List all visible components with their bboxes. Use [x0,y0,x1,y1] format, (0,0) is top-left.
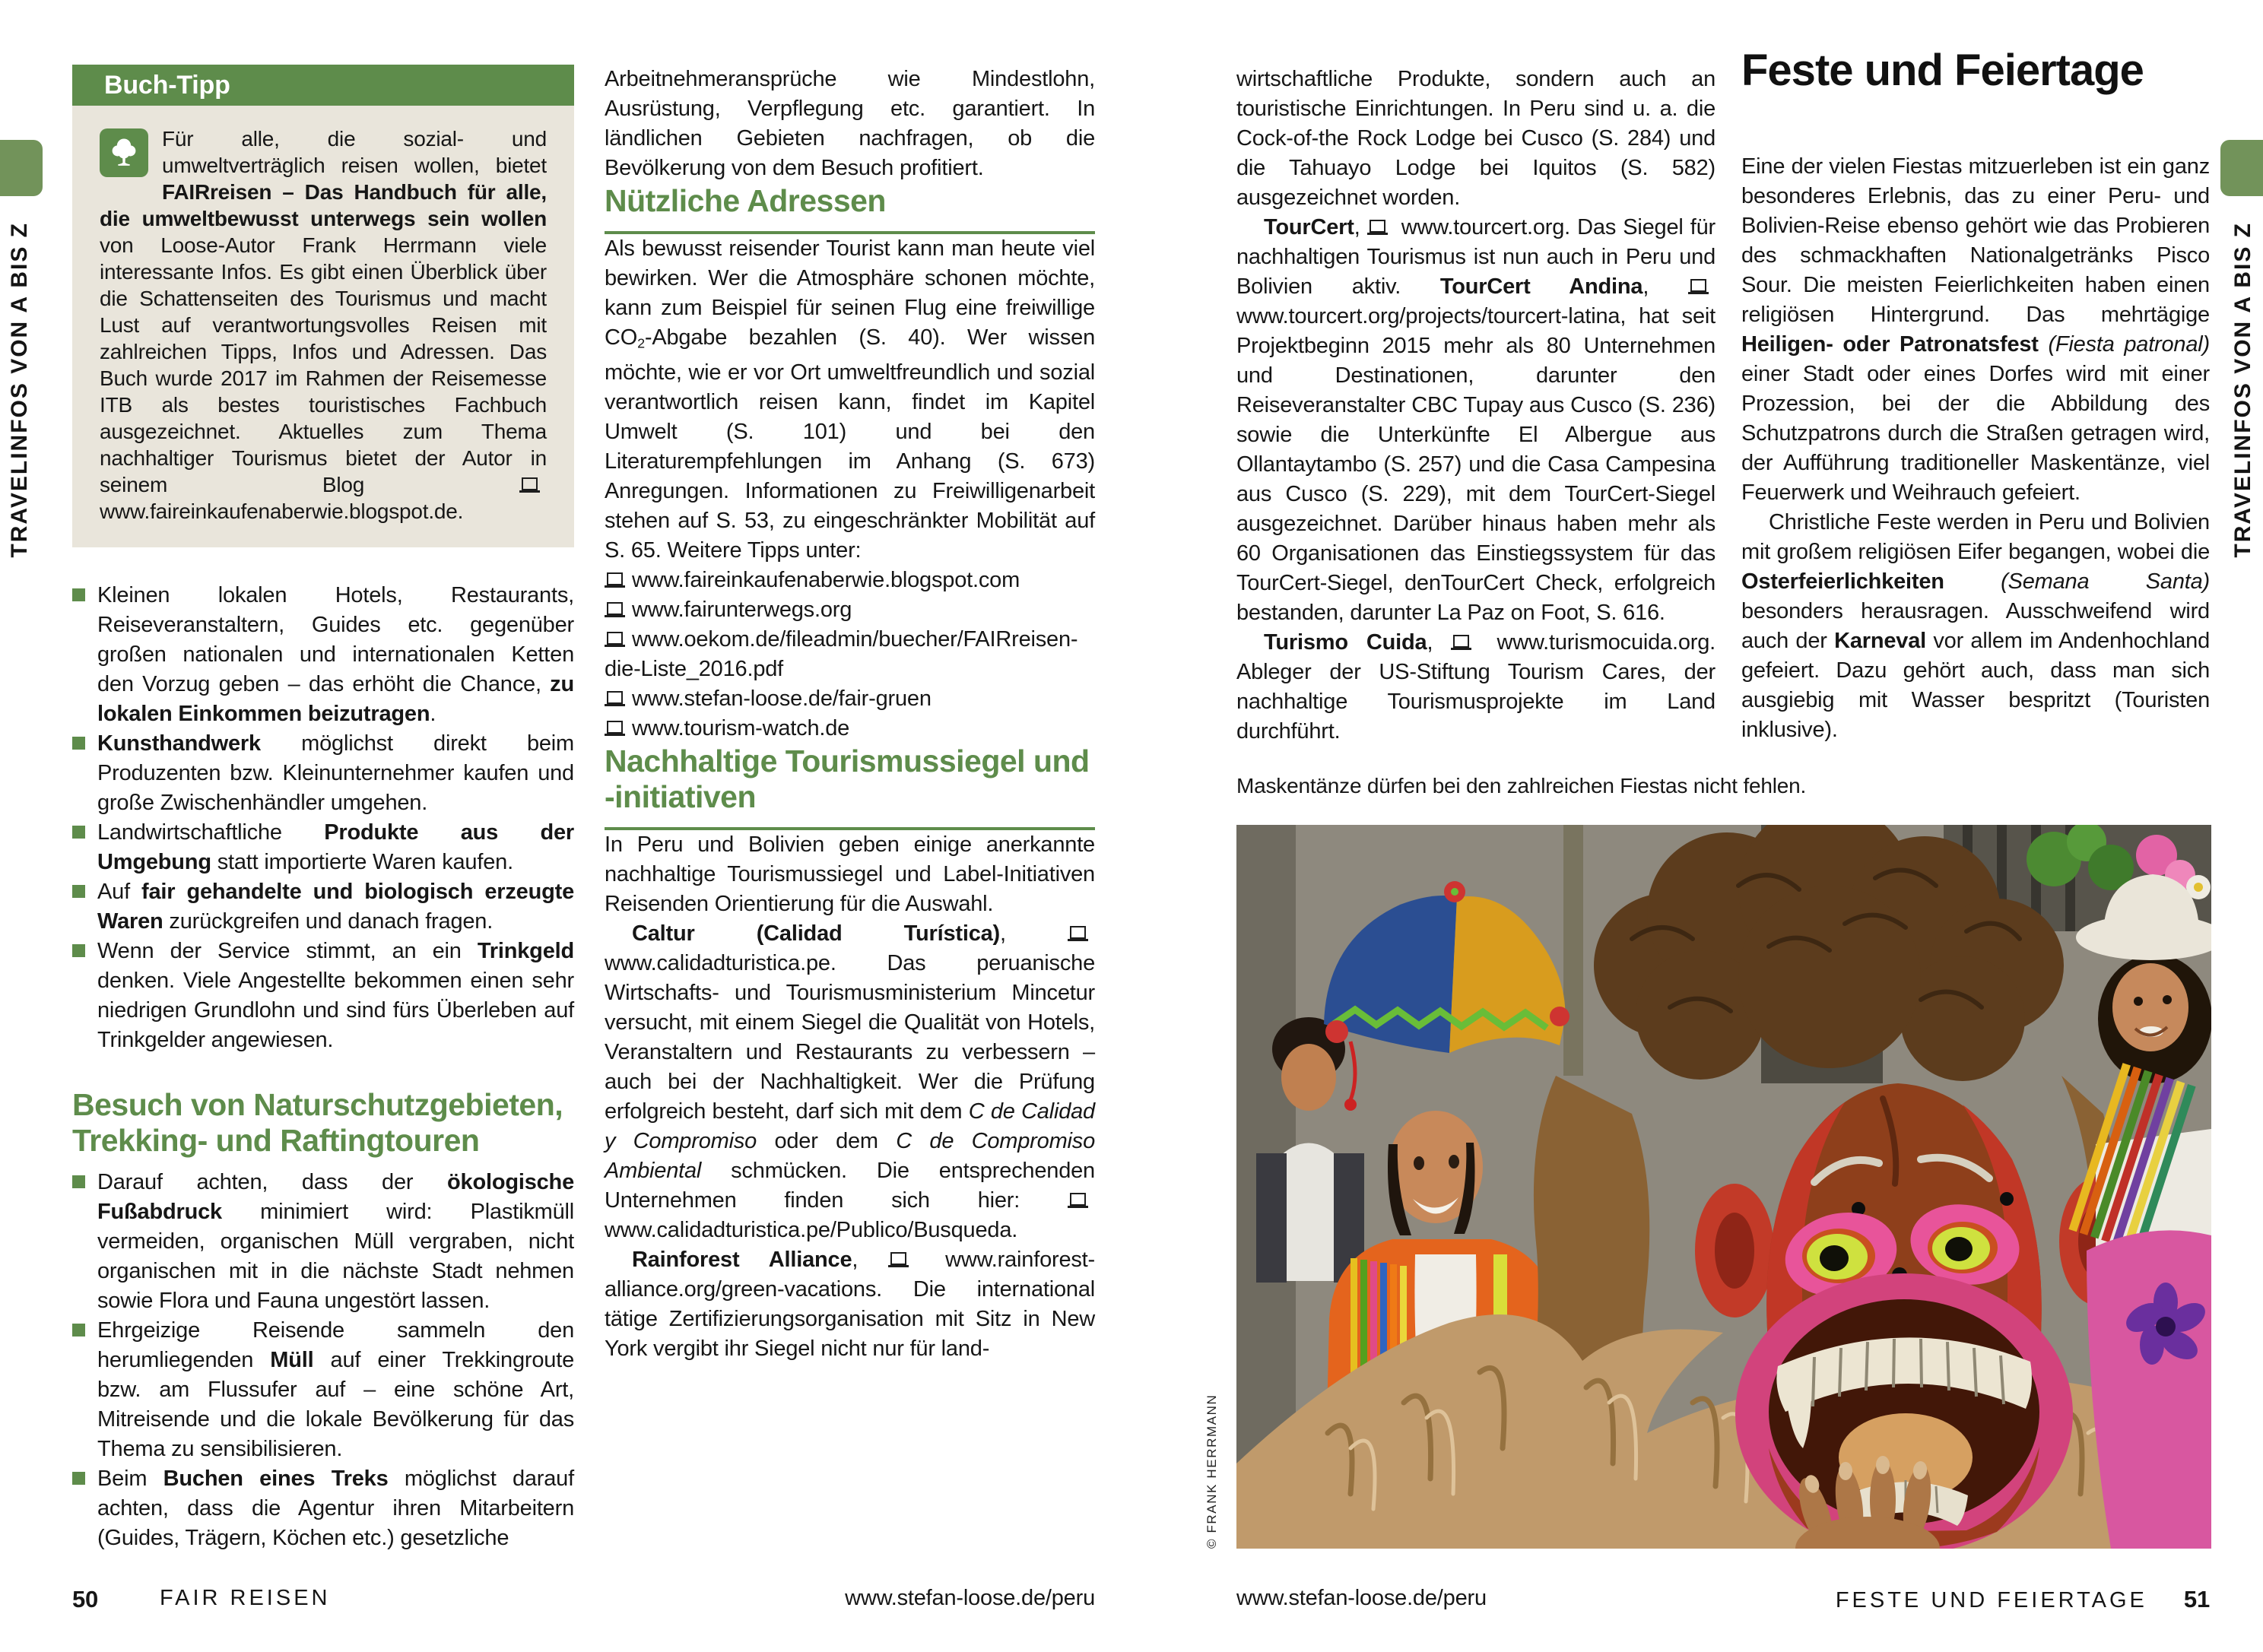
page-number-left: 50 [72,1586,99,1612]
link-url: www.oekom.de/fileadmin/buecher/FAIRreisen-die-Liste_2016.pdf [605,627,1078,682]
column-left [72,65,574,1553]
chapter-name-right: FESTE UND FEIERTAGE [1835,1588,2147,1612]
left-sidebar-label: TRAVELINFOS VON A BIS Z [7,222,32,558]
list-item: Wenn der Service stimmt, an ein Trinkgeld denken. Viele Angestellte bekommen einen sehr niedrigen Grundlohn und sind fürs Überleben auf Trinkgelder angewiesen. [72,937,574,1055]
adressen-paragraph: Als bewusst reisender Tourist kann man heute viel bewirken. Wer die Atmosphäre schonen möchte, kann zum Beispiel für seinen Flug eine freiwillige CO2-Abgabe bezahlen (S. 40). Wer wissen möchte, wie er vor Ort umweltfreundlich und sozial verantwortlich reisen kann, findet im Kapitel Umwelt (S. 101) und bei den Literaturempfehlungen im Anhang (S. 673) Anregungen. Informationen zu Freiwilligenarbeit stehen auf S. 53, zu eingeschränkter Mobilität auf S. 65. Weitere Tipps unter: [605,236,1095,563]
book-tip-box [72,106,574,547]
bullet-square-icon [72,885,85,898]
list-item: Ehrgeizige Reisende sammeln den herumliegenden Müll auf einer Trekkingroute bzw. am Flussufer auf – eine schöne Art, Mitreisende und die lokale Bevölkerung für das Thema zu sensibilisieren. [72,1316,574,1464]
left-chapter-tab [0,140,43,196]
feste-paragraph-2: Christliche Feste werden in Peru und Bolivien mit großem religiösen Eifer begangen, wobei die Osterfeierlichkeiten (Semana Santa) besonders herausragen. Ausschweifend wird auch der Karneval vor allem im Andenhochland gefeiert. Dazu gehört auch, dass man sich ausgiebig mit Wasser bespritzt (Touristen inklusive). [1741,510,2210,742]
feste-paragraph-1: Eine der vielen Fiestas mitzuerleben ist ein ganz besonderes Erlebnis, das zu einer Peru- und Bolivien-Reise ebenso gehört wie das Probieren des schmackhaften Nationalgetränks Pisco Sour. Die meisten Feierlichkeiten haben einen religiösen Hintergrund. Das mehrtägige Heiligen- oder Patronatsfest (Fiesta patronal) einer Stadt oder eines Dorfes wird mit einer Prozession, bei der die Abbildung des Schutzpatrons durch die Straßen getragen wird, der Aufführung traditioneller Maskentänze, viel Feuerwerk und Weihrauch gefeiert. [1741,154,2210,505]
book-tip-text: Für alle, die sozial- und umweltverträglich reisen wollen, bietet FAIRreisen – Das Handbuch für alle, die umweltbewusst unterwegs sein wollen von Loose-Autor Frank Herrmann viele interessante Infos. Es gibt einen Überblick über die Schattenseiten des Tourismus und macht Lust auf verantwortungsvolles Reisen mit zahlreichen Tipps, Infos und Adressen. Das Buch wurde 2017 im Rahmen der Reisemesse ITB als bestes touristisches Fachbuch ausgezeichnet. Aktuelles zum Thema nachhaltiger Tourismus bietet der Autor in seinem Blog www.faireinkaufenaberwie.blogspot.de. [100,127,547,523]
section-heading-adressen: Nützliche Adressen [605,183,1095,234]
column-right-page-left [1236,65,1716,747]
footer-url-right: www.stefan-loose.de/peru [1236,1586,1487,1610]
list-item: Auf fair gehandelte und biologisch erzeugte Waren zurückgreifen und danach fragen. [72,877,574,937]
link-line [605,595,1095,625]
list-item: Darauf achten, dass der ökologische Fußabdruck minimiert wird: Plastikmüll vermeiden, organischen Müll vergraben, nicht organischen mit in die nächste Stadt nehmen sowie Flora und Fauna ungestört lassen. [72,1168,574,1316]
photo-caption: Maskentänze dürfen bei den zahlreichen Fiestas nicht fehlen. [1236,774,1807,797]
bullet-square-icon [72,826,85,839]
fiesta-photo-illustration [1236,825,2211,1549]
computer-icon [605,572,625,588]
computer-icon [888,1252,909,1268]
book-tip-header: Buch-Tipp [72,65,574,106]
link-url: www.faireinkaufenaberwie.blogspot.com [632,568,1020,593]
right-chapter-tab [2220,140,2263,196]
link-line [605,684,1095,714]
computer-icon [1688,279,1709,295]
computer-icon [519,477,540,493]
right-sidebar-label: TRAVELINFOS VON A BIS Z [2230,222,2255,558]
list-item: Kleinen lokalen Hotels, Restaurants, Reiseveranstaltern, Guides etc. gegenüber großen nationalen und internationalen Ketten den Vorzug geben – das erhöht die Chance, zu lokalen Einkommen beizutragen. [72,581,574,729]
link-url: www.fairunterwegs.org [632,598,852,623]
section-heading-nature: Besuch von Naturschutzgebieten, Trekking- und Raftingtouren [72,1087,563,1158]
computer-icon [605,691,625,707]
bullet-square-icon [72,588,85,601]
link-line [605,714,1095,744]
caltur-paragraph: Caltur (Calidad Turística), www.calidadturistica.pe. Das peruanische Wirtschafts- und Tourismusministerium Mincetur versucht, mit einem Siegel die Qualität von Hotels, Veranstaltern und Restaurants zu verbessern – auch bei der Nachhaltigkeit. Wer die Prüfung erfolgreich besteht, darf sich mit dem C de Calidad y Compromiso oder dem C de Compromiso Ambiental schmücken. Die entsprechenden Unternehmen finden sich hier: www.calidadturistica.pe/Publico/Busqueda. [605,921,1095,1243]
computer-icon [605,602,625,618]
page-title: Feste und Feiertage [1741,46,2144,95]
link-line [605,566,1095,595]
turismo-paragraph: Turismo Cuida, www.turismocuida.org. Ableger der US-Stiftung Tourism Cares, der nachhaltige Tourismusprojekte im Land durchführt. [1236,630,1716,744]
link-line [605,625,1095,684]
computer-icon [1068,926,1088,942]
link-url: www.stefan-loose.de/fair-gruen [632,686,932,712]
tree-icon [100,128,148,177]
section-heading-siegel: Nachhaltige Tourismussiegel und -initiativen [605,744,1095,830]
trekking-bullets [72,1168,574,1553]
bullet-square-icon [72,944,85,957]
fiesta-photo [1236,825,2211,1549]
computer-icon [1068,1193,1088,1209]
continuation-paragraph: wirtschaftliche Produkte, sondern auch an touristische Einrichtungen. In Peru sind u. a. die Cock-of-the Rock Lodge bei Cusco (S. 284) und die Tahuayo Lodge bei Iquitos (S. 582) ausgezeichnet worden. [1236,67,1716,210]
column-middle [605,65,1095,1364]
bullet-square-icon [72,1175,85,1188]
link-url: www.tourism-watch.de [632,716,850,741]
photo-credit: © FRANK HERRMANN [1204,1394,1219,1549]
list-item: Beim Buchen eines Treks möglichst darauf achten, dass die Agentur ihren Mitarbeitern (Guides, Trägern, Köchen etc.) gesetzliche [72,1464,574,1553]
computer-icon [605,721,625,737]
chapter-name-left: FAIR REISEN [160,1586,331,1610]
bullet-square-icon [72,737,85,750]
computer-icon [1451,635,1471,651]
footer-url-left: www.stefan-loose.de/peru [845,1586,1095,1610]
siegel-intro: In Peru und Bolivien geben einige anerkannte nachhaltige Tourismussiegel und Label-Initiativen Reisenden Orientierung für die Auswahl. [605,832,1095,917]
footer-right [1836,1586,2210,1613]
computer-icon [1367,220,1388,236]
continuation-paragraph: Arbeitnehmeransprüche wie Mindestlohn, Ausrüstung, Verpflegung etc. garantiert. In ländlichen Gebieten nachfragen, ob die Bevölkerung von dem Besuch profitiert. [605,67,1095,180]
column-feste [1741,47,2210,745]
list-item: Kunsthandwerk möglichst direkt beim Produzenten bzw. Kleinunternehmer kaufen und große Zwischenhändler umgehen. [72,729,574,818]
list-item: Landwirtschaftliche Produkte aus der Umgebung statt importierte Waren kaufen. [72,818,574,877]
bullet-square-icon [72,1472,85,1485]
computer-icon [605,632,625,648]
page-number-right: 51 [2183,1586,2210,1612]
bullet-square-icon [72,1324,85,1337]
tourcert-paragraph: TourCert, www.tourcert.org. Das Siegel für nachhaltigen Tourismus ist nun auch in Peru und Bolivien aktiv. TourCert Andina, www.tourcert.org/projects/tourcert-latina, hat seit Projektbeginn 2015 mehr als 80 Unternehmen und Destinationen, darunter den Reiseveranstalter CBC Tupay aus Cusco (S. 236) sowie die Unterkünfte El Albergue aus Ollantaytambo (S. 257) und die Casa Campesina aus Cusco (S. 229), mit dem TourCert-Siegel ausgezeichnet. Darüber hinaus haben mehr als 60 Organisationen das Einstiegssystem für das TourCert-Siegel, denTourCert Check, erfolgreich bestanden, darunter La Paz on Foot, S. 616. [1236,215,1716,625]
rainforest-paragraph: Rainforest Alliance, www.rainforest-alliance.org/green-vacations. Die international tätige Zertifizierungsorganisation mit Sitz in New York vergibt ihr Siegel nicht nur für land- [605,1248,1095,1362]
fair-travel-bullets [72,581,574,1055]
